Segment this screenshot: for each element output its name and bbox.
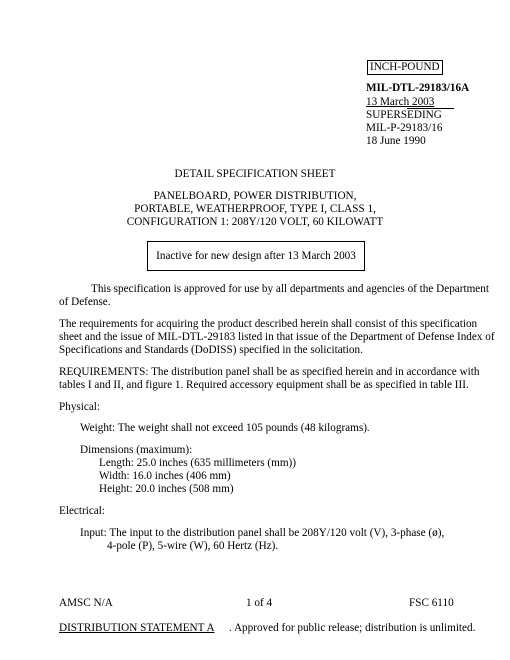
superseded-date: 18 June 1990 — [366, 135, 426, 147]
requirements-doc-line-2: sheet and the issue of MIL-DTL-29183 listed in that issue of the Department of Defense Index of — [59, 331, 495, 343]
sheet-type-heading: DETAIL SPECIFICATION SHEET — [174, 168, 336, 180]
input-line-2: 4-pole (P), 5-wire (W), 60 Hertz (Hz). — [107, 540, 279, 552]
title-line-2: PORTABLE, WEATHERPROOF, TYPE I, CLASS 1, — [134, 203, 376, 215]
spec-id: MIL-DTL-29183/16A — [366, 82, 470, 94]
inactive-notice: Inactive for new design after 13 March 2003 — [147, 241, 365, 271]
height-line: Height: 20.0 inches (508 mm) — [99, 483, 234, 495]
requirements-doc-line-3: Specifications and Standards (DoDISS) specified in the solicitation. — [59, 344, 363, 356]
input-line-1: Input: The input to the distribution panel shall be 208Y/120 volt (V), 3-phase (ø), — [80, 527, 445, 539]
superseded-id: MIL-P-29183/16 — [366, 122, 443, 134]
spec-date: 13 March 2003 — [366, 96, 435, 108]
footer-fsc: FSC 6110 — [409, 597, 454, 609]
approval-line-1: This specification is approved for use by all departments and agencies of the Department — [91, 283, 489, 295]
footer-amsc: AMSC N/A — [59, 597, 113, 609]
width-line: Width: 16.0 inches (406 mm) — [99, 470, 231, 482]
inch-pound-box: INCH-POUND — [367, 60, 443, 75]
superseding-label: SUPERSEDING — [366, 109, 442, 121]
length-line: Length: 25.0 inches (635 millimeters (mm)) — [99, 457, 296, 469]
title-line-3: CONFIGURATION 1: 208Y/120 VOLT, 60 KILOWATT — [126, 216, 384, 228]
dimensions-heading: Dimensions (maximum): — [80, 444, 193, 456]
requirements-line-2: tables I and II, and figure 1. Required accessory equipment shall be as specified in table III. — [59, 379, 469, 391]
electrical-heading: Electrical: — [59, 505, 105, 517]
distribution-statement-text: . Approved for public release; distribution is unlimited. — [229, 622, 476, 634]
distribution-statement-label: DISTRIBUTION STATEMENT A — [59, 622, 215, 634]
spec-date-underline — [407, 96, 454, 109]
requirements-doc-line-1: The requirements for acquiring the product described herein shall consist of this specification — [59, 318, 478, 330]
approval-line-2: of Defense. — [59, 296, 111, 308]
footer-page-number: 1 of 4 — [246, 597, 273, 609]
physical-heading: Physical: — [59, 401, 101, 413]
requirements-line-1: REQUIREMENTS: The distribution panel shall be as specified herein and in accordance with — [59, 366, 480, 378]
title-line-1: PANELBOARD, POWER DISTRIBUTION, — [153, 190, 357, 202]
weight-line: Weight: The weight shall not exceed 105 pounds (48 kilograms). — [80, 422, 370, 434]
